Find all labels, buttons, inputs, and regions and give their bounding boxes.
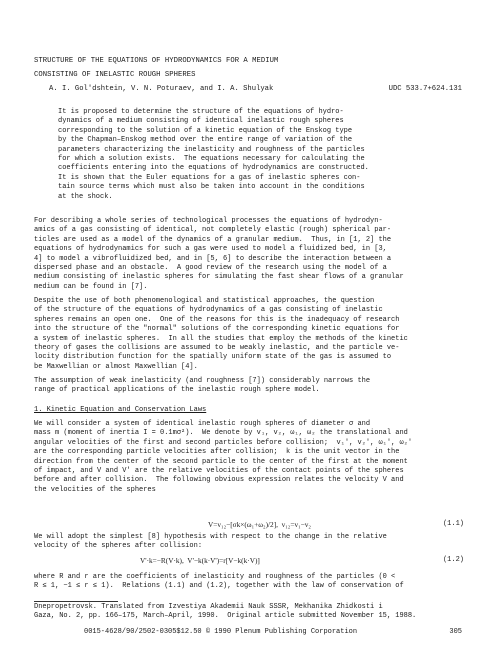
equation-1-2: V'·k=−R(V·k), V'−k(k·V')=r[V−k(k·V)] xyxy=(140,556,260,565)
section-heading: 1. Kinetic Equation and Conservation Laws xyxy=(34,406,207,414)
paragraph-assumption: The assumption of weak inelasticity (and roughness [7]) considerably narrows the range of practical applications of the inelastic rough sphere model. xyxy=(34,377,371,395)
article-title: STRUCTURE OF THE EQUATIONS OF HYDRODYNAMICS FOR A MEDIUM CONSISTING OF INELASTIC ROUGH SPHERES xyxy=(34,57,279,79)
paragraph-hypothesis: We will adopt the simplest [8] hypothesis with respect to the change in the relative velocity of the spheres after collision: xyxy=(34,533,387,551)
paragraph-coefficients: where R and r are the coefficients of inelasticity and roughness of the particles (0 < R ≤ 1, −1 ≤ r ≤ 1). Relations (1.1) and (1.2), together with the law of conservation of xyxy=(34,573,404,591)
equation-number-1-1: (1.1) xyxy=(442,520,464,528)
equation-1-1: V=v₁₂−[σk×(ω₁+ω₂)/2], v₁₂=v₁−v₂ xyxy=(208,520,311,529)
abstract: It is proposed to determine the structure of the equations of hydro- dynamics of a medium consisting of identical inelastic rough spheres corresponding to the solution of a kinetic equation of the Enskog type by the Chapman–Enskog method over the entire range of variation of the parameters characterizing the inelasticity and roughness of the particles for which a solution exists. The equations necessary for calculating the coefficients entering into the equations of hydrodynamics are constructed. It is shown that the Euler equations for a gas of inelastic spheres con- tain source terms which must also be taken into account in the conditions at the shock. xyxy=(58,108,369,201)
footnote-rule xyxy=(34,601,118,602)
paragraph-system: We will consider a system of identical inelastic rough spheres of diameter σ and mass m (moment of inertia I = 0.1mσ²). We denote by v₁, v₂, ω₁, ω₂ the translational and angular velocities of the first and second particles before collision; v₁', v₂', ω₁', ω₂' are the corresponding particle velocities after collision; k is the unit vector in the direction from the center of the second particle to the center of the first at the moment of impact, and V and V' are the relative velocities of the contact points of the spheres before and after collision. The following obvious expression relates the velocity V and the velocities of the spheres xyxy=(34,420,413,494)
equation-number-1-2: (1.2) xyxy=(442,556,464,564)
authors: A. I. Gol'dshtein, V. N. Poturaev, and I. A. Shulyak xyxy=(49,85,274,93)
paragraph-open-question: Despite the use of both phenomenological and statistical approaches, the question of the structure of the equations of hydrodynamics of a gas consisting of inelastic spheres remains an open one. One of the reasons for this is the inadequacy of research into the structure of the "normal" solutions of the corresponding kinetic equations for a system of inelastic spheres. In all the studies that employ the methods of the kinetic theory of gases the collisions are assumed to be weakly inelastic, and the particle ve- locity distribution function for the spatially uniform state of the gas is assumed to be Maxwellian or almost Maxwellian [4]. xyxy=(34,297,408,371)
udc-code: UDC 533.7+624.131 xyxy=(388,85,462,93)
footnote: Dnepropetrovsk. Translated from Izvestiya Akademii Nauk SSSR, Mekhanika Zhidkosti i Gaza, No. 2, pp. 166–175, March–April, 1990. Original article submitted November 15, 1988. xyxy=(34,603,417,621)
paragraph-intro: For describing a whole series of technological processes the equations of hydrodyn- amics of a gas consisting of identical, not completely elastic (rough) spherical par- ticles are used as a model of the dynamics of a granular medium. Thus, in [1, 2] the equations of hydrodynamics for such a gas were used to model a fluidized bed, in [3, 4] to model a vibrofluidized bed, and in [5, 6] to describe the interaction between a dispersed phase and an obstacle. A good review of the research using the model of a medium consisting of inelastic spheres for simulating the fast shear flows of a granular medium can be found in [7]. xyxy=(34,217,404,291)
page-number: 305 xyxy=(449,628,462,636)
copyright-line: 0015-4628/90/2502-0305$12.50 © 1990 Plenum Publishing Corporation xyxy=(84,628,358,636)
